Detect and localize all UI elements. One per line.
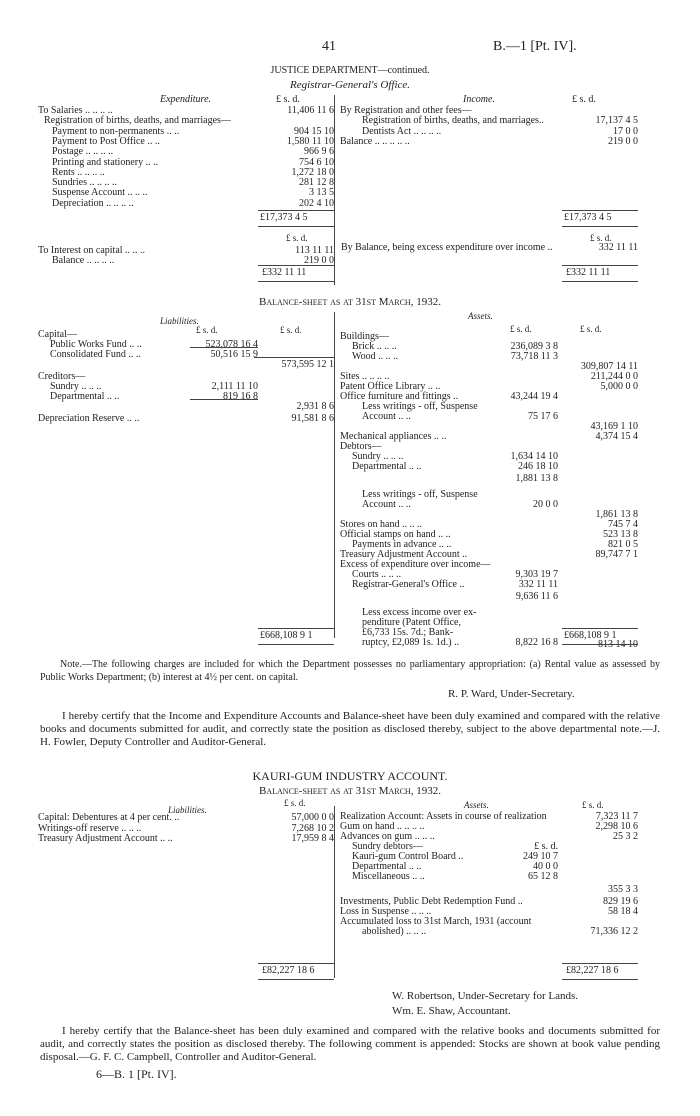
kauri-title: KAURI-GUM INDUSTRY ACCOUNT. — [252, 769, 448, 783]
column-header: £ s. d. — [286, 233, 308, 243]
asset-subamount: 236,089 3 8 — [510, 341, 558, 352]
expenditure-amount: 11,406 11 6 — [287, 105, 334, 116]
interest-label: To Interest on capital .. .. .. — [38, 245, 146, 256]
asset-subamount: 43,244 19 4 — [510, 391, 558, 402]
kauri-asset-label: Kauri-gum Control Board .. — [352, 851, 464, 862]
kauri-asset-amount: 25 3 2 — [613, 831, 638, 842]
interest-total-left: £332 11 11 — [262, 267, 307, 278]
income-amount: 219 0 0 — [608, 135, 638, 147]
asset-subamount: 1,881 13 8 — [515, 473, 558, 484]
asset-subamount: 1,634 14 10 — [510, 451, 558, 462]
asset-amount: 43,169 1 10 — [590, 421, 638, 432]
rule — [562, 210, 638, 211]
kauri-audit-certificate: I hereby certify that the Balance-sheet has been duly examined and compared with the relative books and documents submitted for audit, and correctly states the position as disclosed thereby. The following comment is appended: Stocks are shown at book value pending disposal.—G. F. C. Campbell, Controller and Auditor-General. — [40, 1025, 660, 1063]
kauri-asset-amount: 7,323 11 7 — [595, 811, 638, 822]
kauri-liability-amount: 7,268 10 2 — [291, 822, 334, 834]
asset-amount: 813 14 10 — [598, 639, 638, 650]
rule — [562, 644, 638, 645]
kauri-asset-amount: 58 18 4 — [608, 906, 638, 917]
expenditure-label: Registration of births, deaths, and marriages— — [44, 115, 231, 127]
liability-subamount: 819 16 8 — [223, 391, 258, 402]
asset-label: Excess of expenditure over income— — [340, 559, 491, 570]
expenditure-label: Postage .. .. .. .. — [52, 146, 114, 158]
expenditure-amount: 966 9 6 — [304, 146, 334, 158]
asset-label: Treasury Adjustment Account .. — [340, 549, 468, 560]
expenditure-amount: 904 15 10 — [294, 125, 334, 137]
asset-amount: 523 13 8 — [603, 529, 638, 540]
liability-subamount: 523,078 16 4 — [205, 339, 258, 350]
liability-label: Capital— — [38, 329, 77, 340]
column-header: £ s. d. — [580, 324, 602, 334]
rule — [562, 963, 638, 964]
asset-amount: 211,244 0 0 — [590, 371, 638, 382]
expenditure-label: Suspense Account .. .. .. — [52, 187, 148, 199]
expenditure-amount: 754 6 10 — [299, 156, 334, 168]
asset-label: £6,733 15s. 7d.; Bank- — [362, 627, 454, 638]
rule — [562, 265, 638, 266]
liability-amount: 2,931 8 6 — [296, 401, 334, 412]
column-header: £ s. d. — [284, 798, 306, 808]
kauri-liabilities-heading: Liabilities. — [168, 805, 207, 815]
asset-subamount: 20 0 0 — [533, 499, 558, 510]
liability-label: Depreciation Reserve .. .. — [38, 413, 140, 424]
asset-amount: 745 7 4 — [608, 519, 638, 530]
page-number: 41 — [322, 39, 336, 54]
asset-amount: 5,000 0 0 — [600, 381, 638, 392]
kauri-asset-amount: 355 3 3 — [608, 884, 638, 895]
rule — [258, 628, 334, 629]
expenditure-amount: 202 4 10 — [299, 197, 334, 209]
interest-amount: 113 11 11 — [295, 245, 334, 256]
asset-subamount: 246 18 10 — [518, 461, 558, 472]
kauri-asset-subamount: 40 0 0 — [533, 861, 558, 872]
asset-amount: 89,747 7 1 — [595, 549, 638, 560]
note: Note.—The following charges are included for which the Department possesses no parliamentary appropriation: (a) Rental value as assessed by Public Works Department; (b) interest at 4½ per cent. on capital. — [40, 659, 660, 683]
asset-label: Account .. .. — [362, 499, 411, 510]
kauri-asset-label: Miscellaneous .. .. — [352, 871, 425, 882]
kauri-asset-label: Departmental .. .. — [352, 861, 422, 872]
liabilities-total: £668,108 9 1 — [260, 630, 313, 641]
asset-label: Stores on hand .. .. .. — [340, 519, 422, 530]
column-header: £ s. d. — [590, 233, 612, 243]
liability-label: Public Works Fund .. .. — [50, 339, 142, 350]
asset-label: penditure (Patent Office, — [362, 617, 461, 628]
income-amount: 17 0 0 — [613, 125, 638, 137]
expenditure-label: Payment to non-permanents .. .. — [52, 125, 180, 137]
liability-label: Sundry .. .. .. — [50, 381, 102, 392]
kauri-asset-subamount: £ s. d. — [534, 841, 558, 852]
kauri-liabilities-total: £82,227 18 6 — [262, 965, 315, 976]
column-divider — [334, 95, 335, 285]
asset-subamount: 9,636 11 6 — [515, 591, 558, 602]
kauri-asset-subamount: 249 10 7 — [523, 851, 558, 862]
kauri-asset-label: Loss in Suspense .. .. .. — [340, 906, 432, 917]
expenditure-label: Sundries .. .. .. .. — [52, 177, 117, 189]
income-label: By Registration and other fees— — [340, 105, 472, 116]
rule — [254, 357, 334, 358]
rule — [258, 210, 334, 211]
income-amount: 17,137 4 5 — [595, 115, 638, 127]
rule — [190, 399, 258, 400]
rule — [562, 281, 638, 282]
asset-label: Patent Office Library .. .. — [340, 381, 441, 392]
expenditure-label: Depreciation .. .. .. .. — [52, 197, 134, 209]
column-header: £ s. d. — [196, 325, 218, 335]
rule — [258, 963, 334, 964]
interest-by-label: By Balance, being excess expenditure over income .. — [341, 242, 553, 253]
column-header: £ s. d. — [510, 324, 532, 334]
expenditure-total: £17,373 4 5 — [260, 212, 308, 223]
liability-label: Creditors— — [38, 371, 86, 382]
asset-subamount: 9,303 19 7 — [515, 569, 558, 580]
asset-subamount: 75 17 6 — [528, 411, 558, 422]
rule — [258, 265, 334, 266]
asset-label: Sites .. .. .. .. — [340, 371, 390, 382]
liability-amount: 573,595 12 1 — [281, 359, 334, 370]
asset-label: Buildings— — [340, 331, 389, 342]
liabilities-heading: Liabilities. — [160, 316, 199, 326]
expenditure-label: Rents .. .. .. .. — [52, 166, 105, 178]
rule — [258, 226, 334, 227]
rule — [562, 979, 638, 980]
kauri-asset-amount: 71,336 12 2 — [590, 926, 638, 937]
asset-label: Payments in advance .. .. — [352, 539, 452, 550]
column-divider — [334, 312, 335, 638]
asset-label: Brick .. .. .. — [352, 341, 397, 352]
interest-by-amount: 332 11 11 — [598, 242, 638, 253]
expenditure-amount: 3 13 5 — [309, 187, 334, 199]
kauri-asset-amount: 829 19 6 — [603, 896, 638, 907]
interest-amount: 219 0 0 — [304, 255, 334, 267]
signature-lands: W. Robertson, Under-Secretary for Lands. — [392, 990, 579, 1002]
asset-label: Account .. .. — [362, 411, 411, 422]
asset-amount: 1,861 13 8 — [595, 509, 638, 520]
asset-label: Less writings - off, Suspense — [362, 489, 478, 500]
kauri-asset-label: Investments, Public Debt Redemption Fund .. — [340, 896, 523, 907]
expenditure-label: Payment to Post Office .. .. — [52, 135, 160, 147]
interest-label: Balance .. .. .. .. — [52, 255, 115, 267]
asset-subamount: 8,822 16 8 — [515, 637, 558, 648]
kauri-liability-label: Writings-off reserve .. .. .. — [38, 822, 142, 834]
footer-reference: 6—B. 1 [Pt. IV]. — [96, 1067, 177, 1081]
column-header: £ s. d. — [582, 800, 604, 810]
signature: R. P. Ward, Under-Secretary. — [448, 688, 575, 700]
asset-amount: 4,374 15 4 — [595, 431, 638, 442]
asset-label: Less excess income over ex- — [362, 607, 477, 618]
asset-amount: 309,807 14 11 — [580, 361, 638, 372]
rule — [258, 644, 334, 645]
expenditure-amount: 1,272 18 0 — [291, 166, 334, 178]
kauri-liability-label: Treasury Adjustment Account .. .. — [38, 833, 173, 844]
kauri-liability-label: Capital: Debentures at 4 per cent. .. — [38, 812, 180, 823]
column-divider — [334, 806, 335, 978]
balance-sheet-title: Balance-sheet as at 31st March, 1932. — [259, 296, 441, 308]
kauri-asset-label: Realization Account: Assets in course of realization — [340, 811, 547, 822]
rule — [258, 979, 334, 980]
document-reference: B.—1 [Pt. IV]. — [493, 39, 577, 54]
liability-subamount: 50,516 15 9 — [210, 349, 258, 360]
assets-heading: Assets. — [468, 311, 493, 321]
income-label: Registration of births, deaths, and marriages.. — [362, 115, 544, 127]
audit-certificate: I hereby certify that the Income and Expenditure Accounts and Balance-sheet have been duly examined and compared with the relative books and documents submitted for audit, and correctly state the position as disclosed thereby, subject to the above departmental note.—J. H. Fowler, Deputy Controller and Auditor-General. — [40, 710, 660, 748]
assets-total: £668,108 9 1 — [564, 630, 617, 641]
asset-label: ruptcy, £2,089 1s. 1d.) .. — [362, 637, 460, 648]
asset-label: Debtors— — [340, 441, 382, 452]
liability-subamount: 2,111 11 10 — [211, 381, 258, 392]
asset-label: Less writings - off, Suspense — [362, 401, 478, 412]
expenditure-amount: 281 12 8 — [299, 177, 334, 189]
expenditure-heading: Expenditure. — [160, 94, 212, 105]
income-heading: Income. — [463, 94, 495, 105]
section-title: JUSTICE DEPARTMENT—continued. — [270, 65, 430, 76]
column-header: £ s. d. — [572, 94, 596, 105]
liability-label: Consolidated Fund .. .. — [50, 349, 141, 360]
asset-label: Registrar-General's Office .. — [352, 579, 465, 590]
asset-subamount: 73,718 11 3 — [510, 351, 558, 362]
asset-amount: 821 0 5 — [608, 539, 638, 550]
asset-label: Office furniture and fittings .. — [340, 391, 459, 402]
rule — [562, 628, 638, 629]
kauri-liability-amount: 57,000 0 0 — [291, 812, 334, 823]
kauri-liability-amount: 17,959 8 4 — [291, 833, 334, 844]
kauri-asset-label: Advances on gum .. .. .. — [340, 831, 435, 842]
kauri-asset-label: Sundry debtors— — [352, 841, 423, 852]
asset-label: Mechanical appliances .. .. — [340, 431, 447, 442]
asset-subamount: 332 11 11 — [518, 579, 558, 590]
column-header: £ s. d. — [280, 325, 302, 335]
rule — [562, 226, 638, 227]
asset-label: Courts .. .. .. — [352, 569, 402, 580]
income-label: Balance .. .. .. .. .. — [340, 135, 410, 147]
kauri-assets-heading: Assets. — [464, 800, 489, 810]
asset-label: Sundry .. .. .. — [352, 451, 404, 462]
column-header: £ s. d. — [276, 94, 300, 105]
expenditure-amount: 1,580 11 10 — [286, 135, 334, 147]
liability-label: Departmental .. .. — [50, 391, 120, 402]
asset-label: Wood .. .. .. — [352, 351, 399, 362]
rule — [258, 281, 334, 282]
kauri-asset-label: abolished) .. .. .. — [362, 926, 427, 937]
kauri-asset-label: Accumulated loss to 31st March, 1931 (account — [340, 916, 532, 927]
kauri-assets-total: £82,227 18 6 — [566, 965, 619, 976]
expenditure-label: To Salaries .. .. .. .. — [38, 105, 113, 116]
kauri-asset-amount: 2,298 10 6 — [595, 821, 638, 832]
income-label: Dentists Act .. .. .. .. — [362, 125, 442, 137]
kauri-subtitle: Balance-sheet as at 31st March, 1932. — [259, 785, 441, 797]
expenditure-label: Printing and stationery .. .. — [52, 156, 159, 168]
asset-label: Official stamps on hand .. .. — [340, 529, 451, 540]
asset-label: Departmental .. .. — [352, 461, 422, 472]
interest-total-right: £332 11 11 — [566, 267, 611, 278]
liability-amount: 91,581 8 6 — [291, 413, 334, 424]
rule — [190, 347, 258, 348]
income-total: £17,373 4 5 — [564, 212, 612, 223]
section-subtitle: Registrar-General's Office. — [289, 79, 411, 91]
signature-accountant: Wm. E. Shaw, Accountant. — [392, 1005, 511, 1017]
kauri-asset-subamount: 65 12 8 — [528, 871, 558, 882]
kauri-asset-label: Gum on hand .. .. .. .. — [340, 821, 425, 832]
